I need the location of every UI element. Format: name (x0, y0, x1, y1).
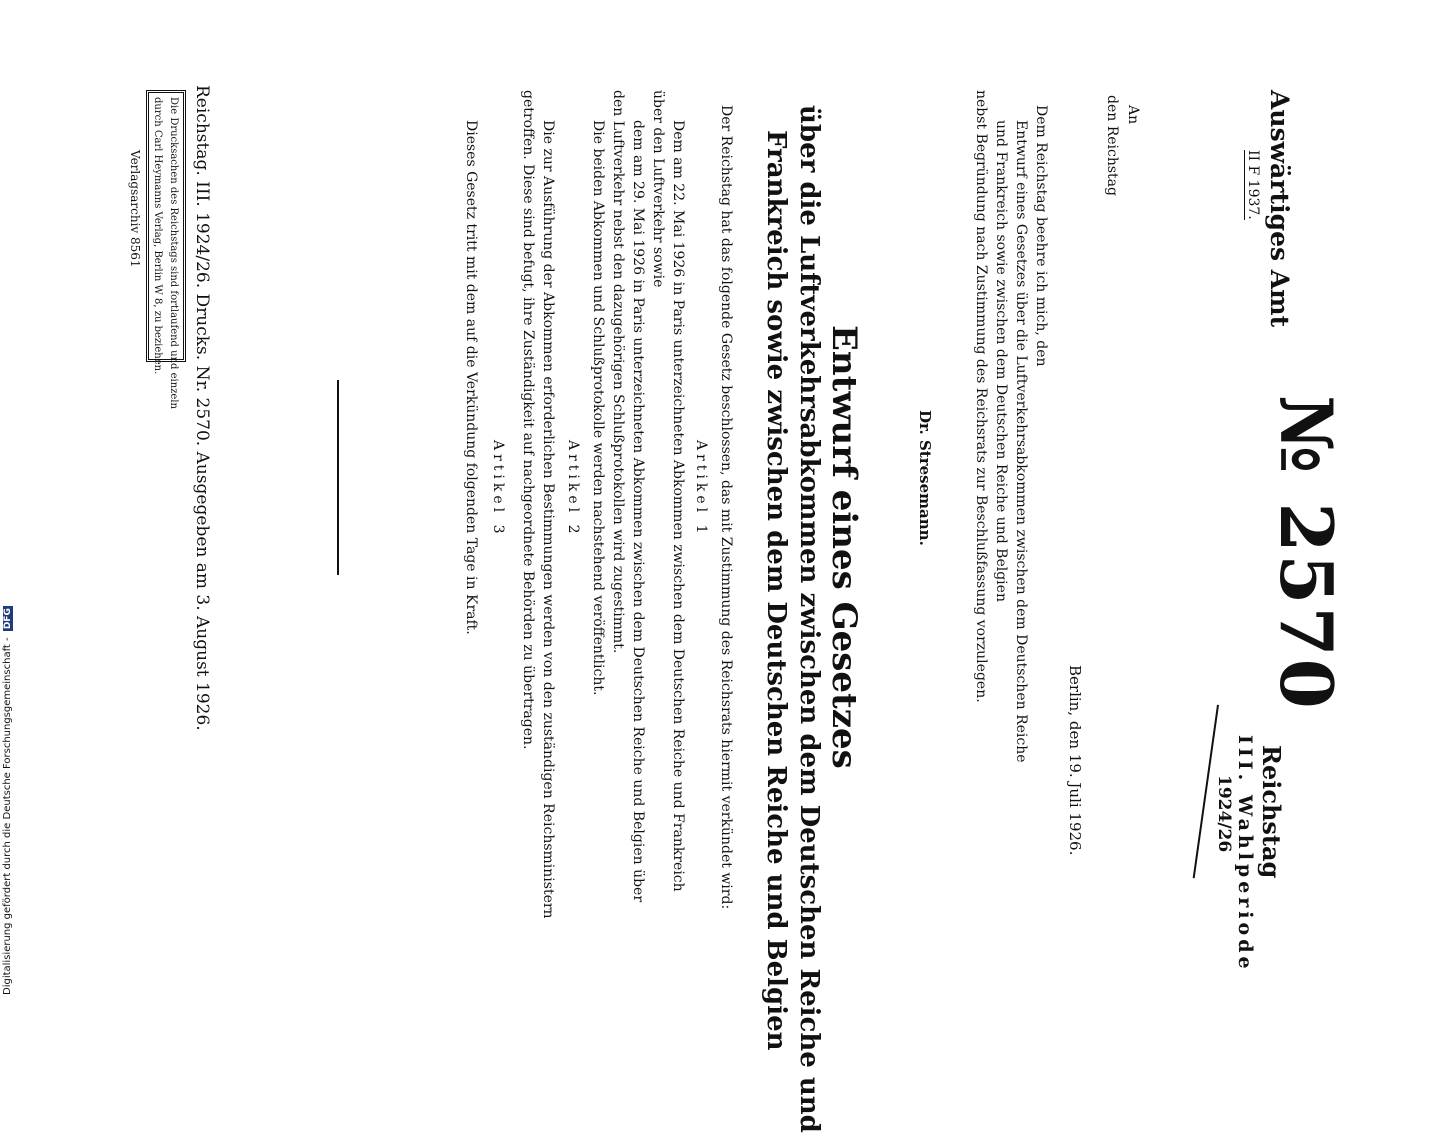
footer-line: Reichstag. III. 1924/26. Drucks. Nr. 2570. Ausgegeben am 3. August 1926. (192, 85, 212, 731)
bill-subtitle-line-1: über die Luftverkehrsabkommen zwischen dem Deutschen Reiche und (794, 105, 824, 1133)
article-2-line: Die zur Ausführung der Abkommen erforderlichen Bestimmungen werden von den zuständigen Reichsministern (540, 120, 556, 919)
intro-line: Dem Reichstag beehre ich mich, den (1033, 105, 1049, 367)
article-1-line: Dem am 22. Mai 1926 in Paris unterzeichneten Abkommen zwischen dem Deutschen Reiche und Frankreich (670, 120, 686, 892)
archive-number: Verlagsarchiv 8561 (128, 150, 142, 268)
preamble: Der Reichstag hat das folgende Gesetz beschlossen, das mit Zustimmung des Reichsrats hiermit verkündet wird: (718, 105, 734, 910)
signature: Dr. Stresemann. (916, 410, 934, 546)
article-2-heading: Artikel 2 (565, 440, 581, 538)
intro-line: nebst Begründung nach Zustimmung des Reichsrats zur Beschlußfassung vorzulegen. (973, 90, 989, 703)
digitization-credit-text: Digitalisierung gefördert durch die Deutsche Forschungsgemeinschaft - (2, 637, 13, 995)
publisher-notice-line-1: Die Drucksachen des Reichstags sind fortlaufend und einzeln (168, 97, 179, 409)
article-1-line: über den Luftverkehr sowie (650, 90, 666, 288)
ministry-name: Auswärtiges Amt (1265, 90, 1294, 328)
article-1-line: Die beiden Abkommen und Schlußprotokolle werden nachstehend veröffentlicht. (590, 120, 606, 696)
wahlperiode-years: 1924/26 (1214, 775, 1234, 853)
article-1-line: dem am 29. Mai 1926 in Paris unterzeichneten Abkommen zwischen dem Deutschen Reiche und Belgien über (630, 120, 646, 903)
wahlperiode-label: III. Wahlperiode (1234, 735, 1256, 973)
bill-subtitle-line-2: Frankreich sowie zwischen dem Deutschen Reiche und Belgien (761, 130, 791, 1051)
intro-line: Entwurf eines Gesetzes über die Luftverkehrsabkommen zwischen dem Deutschen Reiche (1013, 120, 1029, 763)
publisher-notice-box (146, 90, 186, 409)
reichstag-heading: Reichstag (1257, 745, 1286, 879)
address-line-2: den Reichstag (1104, 95, 1120, 196)
article-1-heading: Artikel 1 (693, 440, 709, 538)
address-line-1: An (1125, 105, 1141, 125)
article-1-line: den Luftverkehr nebst den dazugehörigen Schlußprotokollen wird zugestimmt. (610, 90, 626, 654)
closing-rule (337, 380, 339, 575)
article-3-heading: Artikel 3 (490, 440, 506, 538)
dfg-logo: DFG (3, 608, 13, 630)
digitization-credit (2, 606, 13, 995)
bill-title: Entwurf eines Gesetzes (824, 325, 864, 769)
publisher-notice-line-2: durch Carl Heymanns Verlag, Berlin W 8, zu beziehen. (152, 97, 163, 375)
date-line: Berlin, den 19. Juli 1926. (1066, 665, 1084, 856)
document-number: № 2570 (1264, 395, 1349, 711)
article-3-line: Dieses Gesetz tritt mit dem auf die Verkündung folgenden Tage in Kraft. (463, 120, 479, 635)
article-2-line: getroffen. Diese sind befugt, ihre Zuständigkeit auf nachgeordnete Behörden zu übertragen. (520, 90, 536, 750)
ministry-code: II F 1937. (1245, 150, 1261, 220)
intro-line: und Frankreich sowie zwischen dem Deutschen Reiche und Belgien (993, 120, 1009, 602)
